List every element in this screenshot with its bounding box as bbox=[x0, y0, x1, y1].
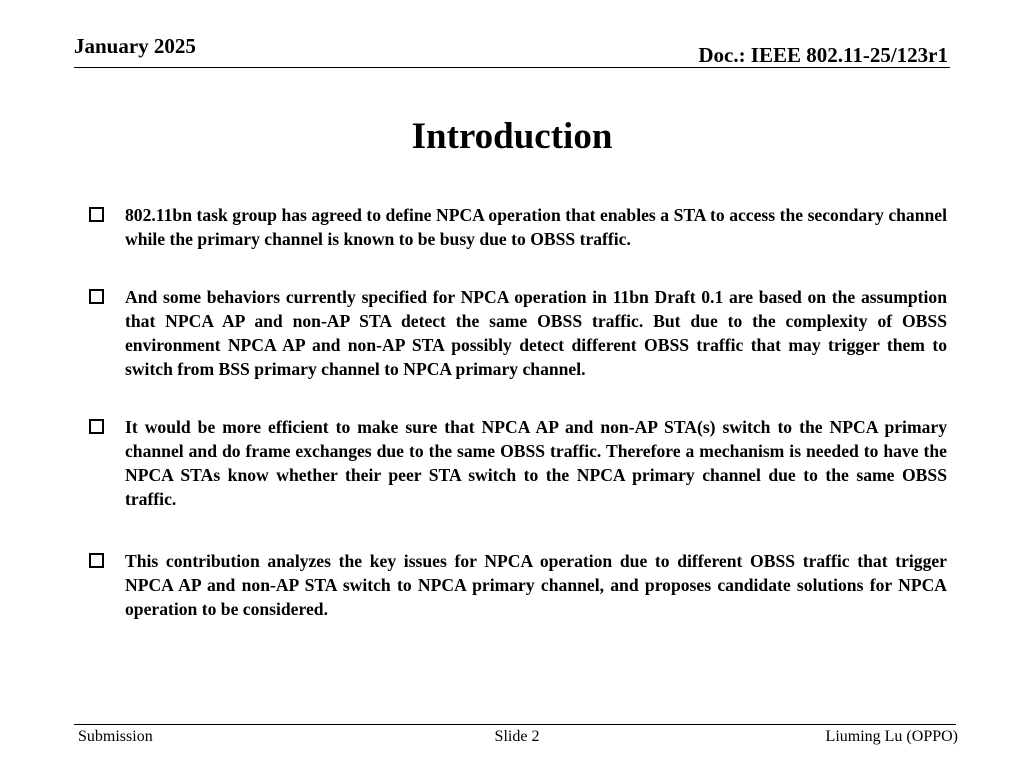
bullet-text: 802.11bn task group has agreed to define NPCA operation that enables a STA to access the secondary channel while the primary channel is known to be busy due to OBSS traffic. bbox=[125, 205, 947, 249]
bullet-list bbox=[89, 203, 947, 621]
bullet-item bbox=[89, 285, 947, 381]
bullet-item bbox=[89, 549, 947, 621]
square-bullet-icon bbox=[89, 553, 104, 568]
square-bullet-icon bbox=[89, 289, 104, 304]
bullet-item bbox=[89, 203, 947, 251]
square-bullet-icon bbox=[89, 419, 104, 434]
bullet-text: And some behaviors currently specified for NPCA operation in 11bn Draft 0.1 are based on the assumption that NPCA AP and non-AP STA detect the same OBSS traffic. But due to the complexity of OBSS environment NPCA AP and non-AP STA possibly detect different OBSS traffic that may trigger them to switch from BSS primary channel to NPCA primary channel. bbox=[125, 287, 947, 379]
footer-divider bbox=[74, 724, 956, 725]
footer-author: Liuming Lu (OPPO) bbox=[825, 728, 958, 745]
document-id: Doc.: IEEE 802.11-25/123r1 bbox=[698, 43, 948, 67]
bullet-text: It would be more efficient to make sure that NPCA AP and non-AP STA(s) switch to the NPCA primary channel and do frame exchanges due to the same OBSS traffic. Therefore a mechanism is needed to have the NPCA STAs know whether their peer STA switch to the NPCA primary channel due to the same OBSS traffic. bbox=[125, 417, 947, 509]
bullet-item bbox=[89, 415, 947, 511]
square-bullet-icon bbox=[89, 207, 104, 222]
footer-submission: Submission bbox=[78, 728, 153, 745]
slide-title: Introduction bbox=[411, 116, 613, 157]
bullet-text: This contribution analyzes the key issues for NPCA operation due to different OBSS traffic that trigger NPCA AP and non-AP STA switch to NPCA primary channel, and proposes candidate solutions for NPCA operation to be considered. bbox=[125, 551, 947, 619]
header-divider bbox=[74, 67, 950, 68]
header-date: January 2025 bbox=[74, 34, 196, 58]
slide-number: Slide 2 bbox=[494, 728, 540, 745]
